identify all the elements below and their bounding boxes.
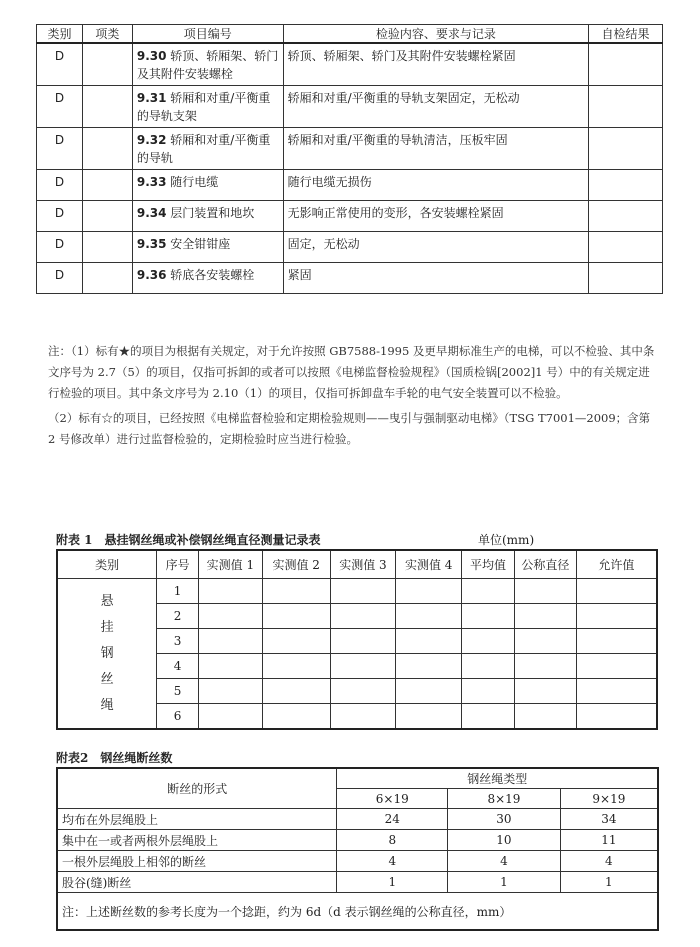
measure-cell[interactable] [330, 679, 396, 704]
value-cell: 10 [448, 830, 561, 851]
allowed-cell[interactable] [576, 579, 657, 604]
measure-cell[interactable] [262, 604, 330, 629]
note-1: 注：（1）标有★的项目为根据有关规定，对于允许按照 GB7588-1995 及更早期标准生产的电梯，可以不检验、其中条文序号为 2.7（5）的项目，仅指可拆卸的或者可以按照《电梯监督检验规程》（国质检锅[2002]1 号）中的有关规定进行检验的项目。其中条文序号为 2.10（1）的项目，仅指可拆卸盘车手轮的电气安全装置可以不检验。 [48, 344, 655, 400]
row-self-check[interactable] [589, 86, 663, 128]
header-seq: 序号 [157, 550, 199, 579]
measure-cell[interactable] [396, 679, 462, 704]
measure-cell[interactable] [396, 654, 462, 679]
row-item [132, 232, 283, 263]
row-self-check[interactable] [589, 128, 663, 170]
item-number: 9.30 [136, 49, 167, 63]
value-cell: 4 [337, 851, 448, 872]
header-allowed: 允许值 [576, 550, 657, 579]
seq-cell: 4 [157, 654, 199, 679]
allowed-cell[interactable] [576, 704, 657, 730]
header-average: 平均值 [462, 550, 515, 579]
item-number: 9.34 [136, 206, 167, 220]
table-row [57, 851, 658, 872]
allowed-cell[interactable] [576, 654, 657, 679]
item-name: 随行电缆 [170, 175, 219, 189]
row-content: 轿厢和对重/平衡重的导轨支架固定，无松动 [283, 86, 588, 128]
category-char: 绳 [100, 697, 114, 713]
seq-cell: 2 [157, 604, 199, 629]
appendix1-unit: 单位(mm) [478, 533, 535, 547]
measure-cell[interactable] [396, 704, 462, 730]
table-row [37, 86, 663, 128]
value-cell: 11 [560, 830, 658, 851]
break-form-cell: 集中在一或者两根外层绳股上 [57, 830, 337, 851]
table-row [57, 809, 658, 830]
allowed-cell[interactable] [576, 629, 657, 654]
measure-cell[interactable] [262, 629, 330, 654]
measure-cell[interactable] [330, 704, 396, 730]
measure-cell[interactable] [199, 704, 263, 730]
nominal-cell[interactable] [514, 679, 576, 704]
appendix2-footnote: 注：上述断丝数的参考长度为一个捻距，约为 6d（d 表示钢丝绳的公称直径，mm） [57, 893, 658, 931]
table-footnote-row [57, 893, 658, 931]
category-char: 丝 [100, 671, 114, 687]
value-cell: 4 [448, 851, 561, 872]
item-name: 安全钳钳座 [170, 237, 231, 251]
break-form-cell: 均布在外层绳股上 [57, 809, 337, 830]
value-cell: 8 [337, 830, 448, 851]
measure-cell[interactable] [199, 604, 263, 629]
header-measured-1: 实测值 1 [199, 550, 263, 579]
category-cell [57, 579, 157, 730]
row-item [132, 128, 283, 170]
header-rope-type: 钢丝绳类型 [337, 768, 658, 789]
header-subcategory: 项类 [82, 25, 132, 44]
header-type-9x19: 9×19 [560, 789, 658, 809]
row-item [132, 86, 283, 128]
row-content: 随行电缆无损伤 [283, 170, 588, 201]
seq-cell: 5 [157, 679, 199, 704]
average-cell[interactable] [462, 579, 515, 604]
appendix1-table [56, 549, 658, 730]
header-measured-3: 实测值 3 [330, 550, 396, 579]
row-item [132, 201, 283, 232]
header-type-8x19: 8×19 [448, 789, 561, 809]
average-cell[interactable] [462, 704, 515, 730]
item-name: 轿厢和对重/平衡重的导轨支架 [136, 91, 271, 123]
allowed-cell[interactable] [576, 679, 657, 704]
header-measured-2: 实测值 2 [262, 550, 330, 579]
row-category: D [37, 128, 83, 170]
item-name: 层门装置和地坎 [170, 206, 255, 220]
item-number: 9.32 [136, 133, 167, 147]
header-category: 类别 [37, 25, 83, 44]
note-2: （2）标有☆的项目，已经按照《电梯监督检验和定期检验规则——曳引与强制驱动电梯》（TSG T7001—2009；含第 2 号修改单）进行过监督检验的，定期检验时应当进行检验。 [48, 411, 651, 446]
table-row [37, 263, 663, 294]
measure-cell[interactable] [262, 679, 330, 704]
measure-cell[interactable] [396, 604, 462, 629]
table-row [37, 232, 663, 263]
measure-cell[interactable] [199, 679, 263, 704]
measure-cell[interactable] [199, 579, 263, 604]
average-cell[interactable] [462, 654, 515, 679]
allowed-cell[interactable] [576, 604, 657, 629]
nominal-cell[interactable] [514, 704, 576, 730]
row-subcategory [82, 232, 132, 263]
value-cell: 24 [337, 809, 448, 830]
row-subcategory [82, 43, 132, 86]
value-cell: 34 [560, 809, 658, 830]
row-subcategory [82, 201, 132, 232]
table-row [37, 170, 663, 201]
item-number: 9.33 [136, 175, 167, 189]
row-subcategory [82, 128, 132, 170]
row-item [132, 43, 283, 86]
seq-cell: 1 [157, 579, 199, 604]
table-header-row [57, 550, 657, 579]
value-cell: 4 [560, 851, 658, 872]
table-row [37, 201, 663, 232]
average-cell[interactable] [462, 679, 515, 704]
measure-cell[interactable] [199, 654, 263, 679]
header-measured-4: 实测值 4 [396, 550, 462, 579]
nominal-cell[interactable] [514, 629, 576, 654]
average-cell[interactable] [462, 629, 515, 654]
table-row [57, 830, 658, 851]
measure-cell[interactable] [262, 654, 330, 679]
table-row [37, 43, 663, 86]
row-self-check[interactable] [589, 232, 663, 263]
row-category: D [37, 201, 83, 232]
value-cell: 1 [337, 872, 448, 893]
item-number: 9.31 [136, 91, 167, 105]
nominal-cell[interactable] [514, 654, 576, 679]
header-item-number: 项目编号 [132, 25, 283, 44]
row-self-check[interactable] [589, 170, 663, 201]
measure-cell[interactable] [330, 654, 396, 679]
appendix1-title: 附表 1 悬挂钢丝绳或补偿钢丝绳直径测量记录表 [56, 533, 321, 547]
break-form-cell: 股谷(缝)断丝 [57, 872, 337, 893]
row-item [132, 170, 283, 201]
value-cell: 30 [448, 809, 561, 830]
row-content: 轿厢和对重/平衡重的导轨清洁，压板牢固 [283, 128, 588, 170]
item-number: 9.35 [136, 237, 167, 251]
row-self-check[interactable] [589, 263, 663, 294]
seq-cell: 3 [157, 629, 199, 654]
item-number: 9.36 [136, 268, 167, 282]
category-char: 悬 [100, 593, 114, 609]
row-category: D [37, 86, 83, 128]
measure-cell[interactable] [330, 629, 396, 654]
break-form-cell: 一根外层绳股上相邻的断丝 [57, 851, 337, 872]
row-subcategory [82, 86, 132, 128]
row-self-check[interactable] [589, 201, 663, 232]
header-self-check: 自检结果 [589, 25, 663, 44]
value-cell: 1 [560, 872, 658, 893]
nominal-cell[interactable] [514, 579, 576, 604]
header-break-form: 断丝的形式 [57, 768, 337, 809]
inspection-table [36, 24, 663, 294]
measure-cell[interactable] [330, 579, 396, 604]
table-row [57, 579, 657, 604]
nominal-cell[interactable] [514, 604, 576, 629]
table-row [37, 128, 663, 170]
measure-cell[interactable] [330, 604, 396, 629]
item-name: 轿顶、轿厢架、轿门及其附件安装螺栓 [136, 49, 279, 81]
measure-cell[interactable] [199, 629, 263, 654]
header-content: 检验内容、要求与记录 [283, 25, 588, 44]
table-row [57, 872, 658, 893]
row-item [132, 263, 283, 294]
row-content: 紧固 [283, 263, 588, 294]
row-subcategory [82, 263, 132, 294]
row-category: D [37, 232, 83, 263]
row-category: D [37, 170, 83, 201]
average-cell[interactable] [462, 604, 515, 629]
row-content: 轿顶、轿厢架、轿门及其附件安装螺栓紧固 [283, 43, 588, 86]
measure-cell[interactable] [262, 579, 330, 604]
appendix2-table [56, 767, 659, 931]
measure-cell[interactable] [262, 704, 330, 730]
measure-cell[interactable] [396, 579, 462, 604]
row-content: 无影响正常使用的变形，各安装螺栓紧固 [283, 201, 588, 232]
row-category: D [37, 43, 83, 86]
header-type-6x19: 6×19 [337, 789, 448, 809]
row-category: D [37, 263, 83, 294]
seq-cell: 6 [157, 704, 199, 730]
measure-cell[interactable] [396, 629, 462, 654]
row-content: 固定，无松动 [283, 232, 588, 263]
table-header-row [37, 25, 663, 44]
row-self-check[interactable] [589, 43, 663, 86]
value-cell: 1 [448, 872, 561, 893]
item-name: 轿厢和对重/平衡重的导轨 [136, 133, 271, 165]
appendix2-title: 附表2 钢丝绳断丝数 [56, 751, 173, 765]
item-name: 轿底各安装螺栓 [170, 268, 255, 282]
header-nominal-diameter: 公称直径 [514, 550, 576, 579]
row-subcategory [82, 170, 132, 201]
category-char: 钢 [100, 645, 114, 661]
category-char: 挂 [100, 619, 114, 635]
header-category: 类别 [57, 550, 157, 579]
table-header-row [57, 768, 658, 789]
